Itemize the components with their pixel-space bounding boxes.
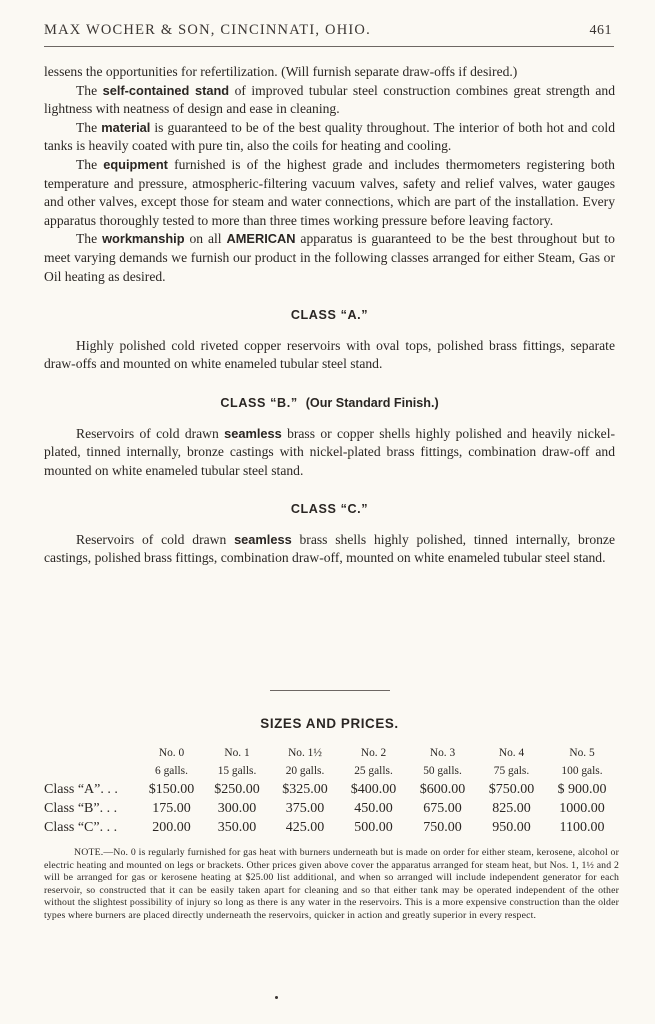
price-cell: 450.00 (354, 800, 393, 816)
size-number: No. 0 (158, 747, 185, 759)
price-table (44, 744, 618, 837)
running-title: MAX WOCHER & SON, CINCINNATI, OHIO. (44, 22, 371, 38)
class-c-description-post: brass shells highly polished, tinned internally, bronze castings, polished brass fittings, combination draw-off, mounted on white enameled tubular steel stand. (44, 531, 616, 566)
class-b-heading-label: CLASS “B.” (220, 395, 298, 410)
keyword-seamless: seamless (224, 425, 282, 441)
class-b-description (44, 425, 615, 481)
price-cell: 200.00 (152, 819, 191, 835)
price-cell: 950.00 (492, 819, 531, 835)
class-b-heading (44, 394, 615, 413)
capacity: 6 galls. (155, 765, 188, 777)
keyword-workmanship: workmanship (102, 231, 185, 247)
size-number: No. 4 (498, 747, 525, 759)
price-cell: $ 900.00 (557, 781, 607, 797)
paragraph-workmanship-pre: The (76, 231, 103, 247)
price-cell: 675.00 (423, 800, 462, 816)
price-cell: 350.00 (217, 819, 257, 835)
capacity: 15 galls. (217, 765, 257, 777)
class-a-description: Highly polished cold riveted copper reservoirs with oval tops, polished brass fittings, separate draw-offs and mounted on white enameled tubular steel stand. (44, 337, 615, 372)
running-header (44, 22, 612, 39)
paragraph-workmanship-post: apparatus is guaranteed to be the best throughout but to meet varying demands we furnish our product in the following classes arranged for either Steam, Gas or Oil heating as desired. (44, 231, 615, 284)
size-number: No. 2 (360, 747, 387, 759)
capacity-row (44, 762, 618, 780)
price-cell: 1100.00 (559, 819, 605, 835)
header-blank (44, 762, 140, 780)
price-cell: $150.00 (148, 781, 195, 797)
size-number-row (44, 744, 618, 762)
capacity: 100 gals. (561, 765, 603, 777)
capacity: 75 gals. (493, 765, 530, 777)
class-c-description (44, 531, 615, 568)
table-row (44, 780, 618, 799)
paragraph-equipment-post: furnished is of the highest grade and includes thermometers registering both temperature and pressure, atmospheric-filtering vacuum valves, safety and relief valves, water gauges and other valves, except those for steam and water connections, which are part of the installation. Every apparatus thoroughly tested to more than three times working pressure before leaving factory. (44, 156, 615, 228)
table-row (44, 818, 618, 837)
size-number: No. 5 (569, 747, 595, 759)
header-blank (44, 744, 140, 762)
size-number: No. 1½ (288, 747, 322, 759)
keyword-self-contained-stand: self-contained stand (102, 82, 230, 98)
price-cell: 750.00 (423, 819, 462, 835)
class-b-description-post: brass or copper shells highly polished and heavily nickel-plated, tinned internally, bronze castings with nickel-plated brass fittings, combination draw-off and mounted on white enameled tubular steel stand. (44, 425, 615, 478)
paragraph-workmanship-mid: on all (184, 231, 227, 247)
price-cell: $750.00 (488, 781, 535, 797)
price-cell: 375.00 (285, 800, 325, 816)
paragraph-material-pre: The (76, 119, 102, 135)
header-rule (44, 46, 614, 47)
price-cell: $600.00 (419, 781, 466, 797)
price-cell: $400.00 (350, 781, 397, 797)
keyword-seamless: seamless (234, 531, 292, 547)
capacity: 25 galls. (354, 765, 393, 777)
price-cell: 825.00 (492, 800, 531, 816)
class-c-heading: CLASS “C.” (290, 502, 369, 517)
keyword-equipment: equipment (103, 156, 168, 172)
section-rule (270, 690, 390, 691)
paragraph-equipment (44, 156, 615, 230)
class-b-description-pre: Reservoirs of cold drawn (76, 425, 225, 441)
body-text (44, 63, 615, 568)
paragraph-stand (44, 82, 615, 119)
capacity: 50 galls. (423, 765, 462, 777)
paragraph-stand-post: of improved tubular steel construction combines great strength and lightness with neatness of design and ease in cleaning. (44, 82, 615, 117)
sizes-prices-title: SIZES AND PRICES. (260, 716, 399, 731)
paragraph-material (44, 119, 615, 156)
class-c-description-pre: Reservoirs of cold drawn (76, 531, 235, 547)
price-cell: $325.00 (282, 781, 328, 797)
price-cell: 175.00 (152, 800, 191, 816)
page-mark (275, 996, 278, 999)
price-cell: 300.00 (217, 800, 257, 816)
price-cell: 500.00 (354, 819, 393, 835)
class-b-subheading: (Our Standard Finish.) (305, 395, 439, 410)
size-number: No. 1 (224, 747, 250, 759)
class-label: Class “C”. . . (44, 819, 118, 835)
capacity: 20 galls. (285, 765, 325, 777)
class-a-heading: CLASS “A.” (290, 308, 369, 323)
paragraph-workmanship (44, 230, 615, 286)
table-row (44, 799, 618, 818)
size-number: No. 3 (429, 747, 456, 759)
class-label: Class “B”. . . (44, 800, 118, 816)
keyword-american: AMERICAN (226, 231, 296, 247)
class-label: Class “A”. . . (44, 781, 118, 797)
price-cell: 1000.00 (559, 800, 605, 816)
page-number: 461 (589, 23, 612, 38)
keyword-material: material (101, 119, 151, 135)
price-cell: 425.00 (285, 819, 325, 835)
paragraph-equipment-pre: The (76, 156, 104, 172)
paragraph-stand-pre: The (76, 82, 103, 98)
paragraph-continuation: lessens the opportunities for refertilization. (Will furnish separate draw-offs if desired.) (44, 64, 518, 79)
price-cell: $250.00 (214, 781, 260, 797)
footnote: NOTE.—No. 0 is regularly furnished for gas heat with burners underneath but is made on order for either steam, kerosene, alcohol or electric heating and mounted on legs or brackets. Other prices given above cover the apparatus arranged for steam heat, but Nos. 1, 1½ and 2 will be arranged for gas or kerosene heating at $25.00 list additional, and when so arranged will include independent generator for each reservoir, so constructed that it can be easily taken apart for cleaning and so that either tank may be operated independent of the other without the slightest possibility of injury so long as there is any water in the reservoirs. This is a more expensive construction than the older types where burners are placed directly underneath the reservoirs, quicker in action and greatly superior in every respect. (44, 847, 619, 921)
paragraph-material-post: is guaranteed to be of the best quality throughout. The interior of both hot and cold tanks is heavily coated with pure tin, also the coils for heating and cooling. (44, 119, 615, 154)
